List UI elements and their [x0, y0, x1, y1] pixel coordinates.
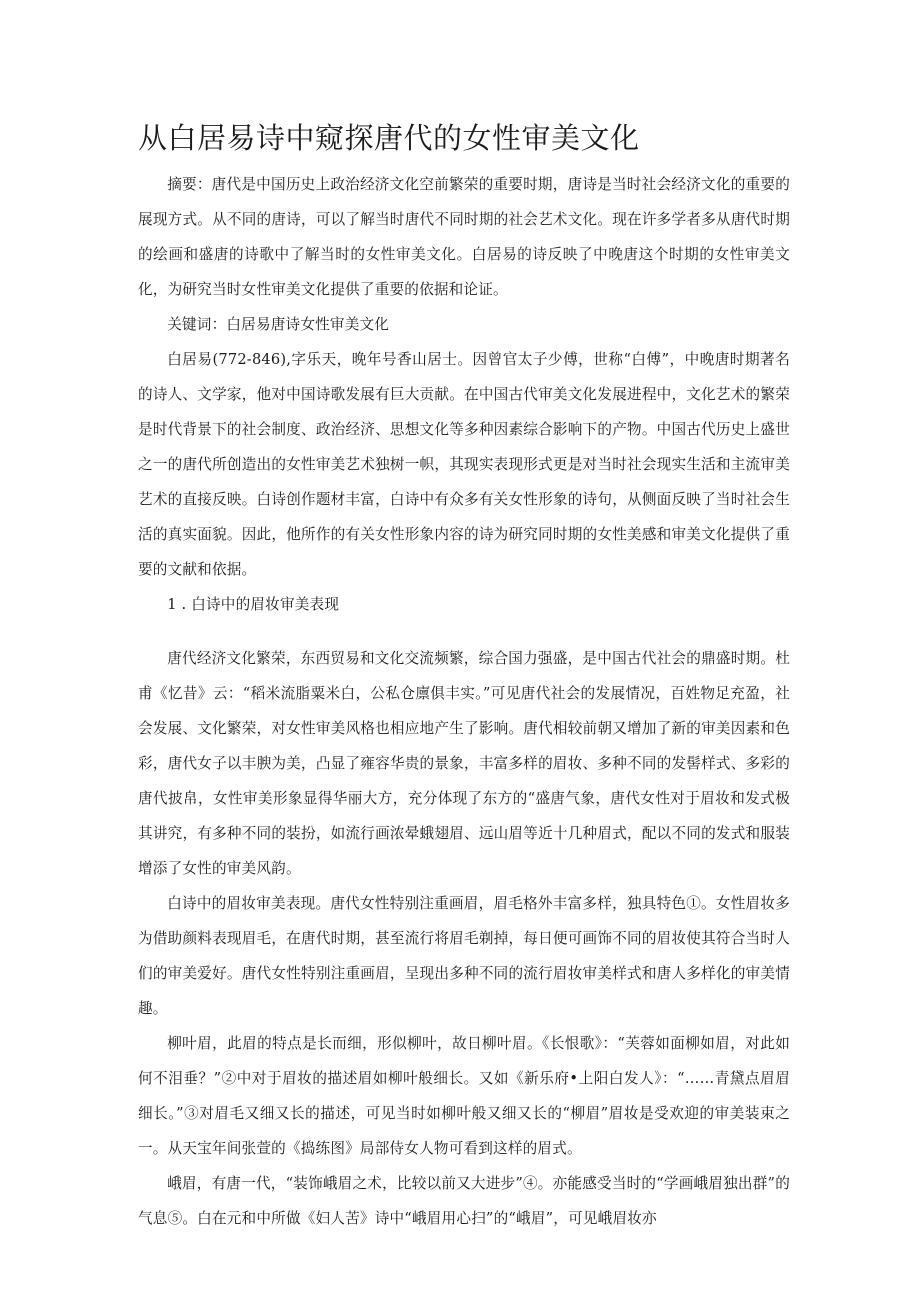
abstract-paragraph: 摘要：唐代是中国历史上政治经济文化空前繁荣的重要时期，唐诗是当时社会经济文化的重要的展现方式。从不同的唐诗，可以了解当时唐代不同时期的社会艺术文化。现在许多学者多从唐代时期的绘画和盛唐的诗歌中了解当时的女性审美文化。白居易的诗反映了中晚唐这个时期的女性审美文化，为研究当时女性审美文化提供了重要的依据和论证。	[138, 176, 790, 298]
body-paragraph: 柳叶眉，此眉的特点是长而细，形似柳叶，故日柳叶眉。《长恨歌》：“芙蓉如面柳如眉，对此如何不泪垂？”②中对于眉妆的描述眉如柳叶般细长。又如《新乐府•上阳白发人》：“……青黛点眉眉细长。”③对眉毛又细又长的描述，可见当时如柳叶般又细又长的“柳眉”眉妆是受欢迎的审美装束之一。从天宝年间张萱的《捣练图》局部侍女人物可看到这样的眉式。	[138, 1035, 790, 1157]
section-heading: 1 . 白诗中的眉妆审美表现	[167, 596, 340, 613]
document-page	[138, 118, 790, 1236]
keywords-paragraph: 关键词：白居易唐诗女性审美文化	[167, 316, 390, 333]
body-paragraph: 白诗中的眉妆审美表现。唐代女性特别注重画眉，眉毛格外丰富多样，独具特色①。女性眉妆多为借助颜料表现眉毛，在唐代时期，甚至流行将眉毛剃掉，每日便可画饰不同的眉妆使其符合当时人们的审美爱好。唐代女性特别注重画眉，呈现出多种不同的流行眉妆审美样式和唐人多样化的审美情趣。	[138, 895, 790, 1017]
intro-paragraph: 白居易(772-846),字乐天，晚年号香山居士。因曾官太子少傅，世称“白傅”，中晚唐时期著名的诗人、文学家，他对中国诗歌发展有巨大贡献。在中国古代审美文化发展进程中，文化艺术的繁荣是时代背景下的社会制度、政治经济、思想文化等多种因素综合影响下的产物。中国古代历史上盛世之一的唐代所创造出的女性审美艺术独树一帜，其现实表现形式更是对当时社会现实生活和主流审美艺术的直接反映。白诗创作题材丰富，白诗中有众多有关女性形象的诗句，从侧面反映了当时社会生活的真实面貌。因此，他所作的有关女性形象内容的诗为研究同时期的女性美感和审美文化提供了重要的文献和依据。	[138, 351, 790, 578]
document-title: 从白居易诗中窥探唐代的女性审美文化	[138, 121, 640, 155]
body-paragraph: 唐代经济文化繁荣，东西贸易和文化交流频繁，综合国力强盛，是中国古代社会的鼎盛时期。杜甫《忆昔》云：“稻米流脂粟米白，公私仓廪俱丰实。”可见唐代社会的发展情况，百姓物足充盈，社会发展、文化繁荣，对女性审美风格也相应地产生了影响。唐代相较前朝又增加了新的审美因素和色彩，唐代女子以丰腴为美，凸显了雍容华贵的景象，丰富多样的眉妆、多种不同的发髻样式、多彩的唐代披帛，女性审美形象显得华丽大方，充分体现了东方的“盛唐气象，唐代女性对于眉妆和发式极其讲究，有多种不同的装扮，如流行画浓晕蛾翅眉、远山眉等近十几种眉式，配以不同的发式和服装增添了女性的审美风韵。	[138, 650, 790, 877]
body-paragraph: 峨眉，有唐一代，“装饰峨眉之术，比较以前又大进步”④。亦能感受当时的“学画峨眉独出群”的气息⑤。白在元和中所做《妇人苦》诗中“峨眉用心扫”的“峨眉”，可见峨眉妆亦	[138, 1175, 790, 1227]
